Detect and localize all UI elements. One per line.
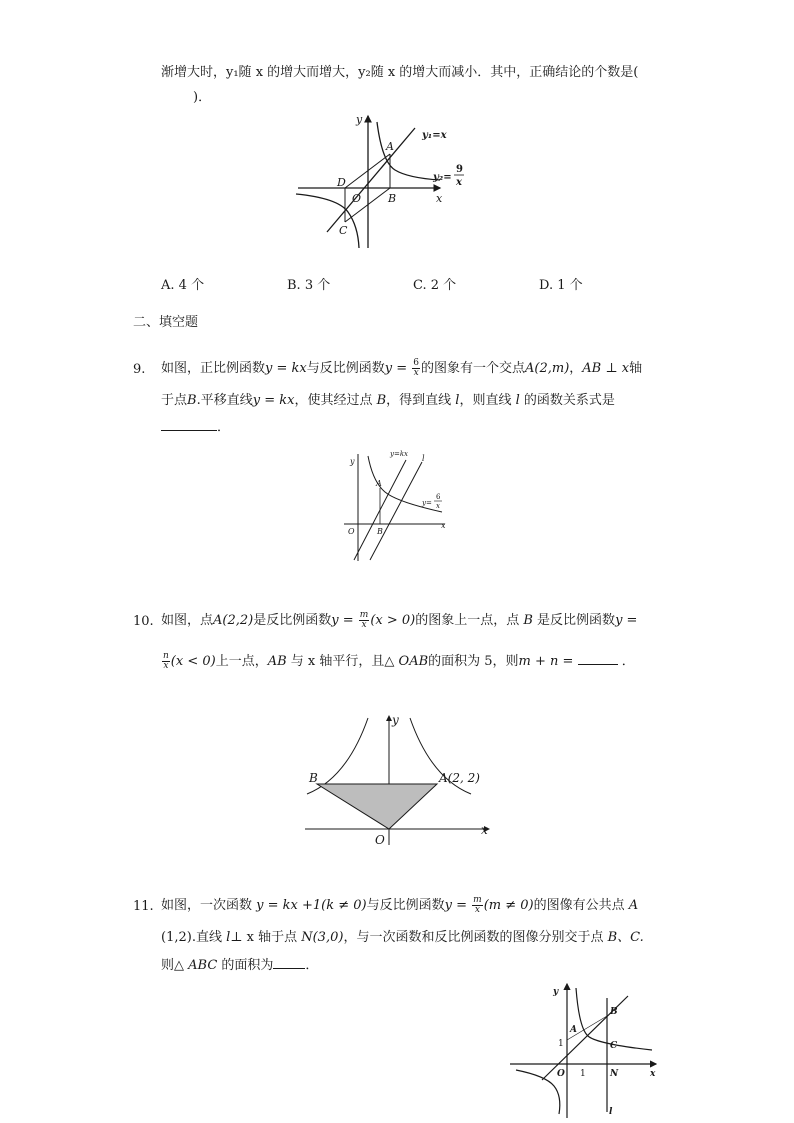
q11-line3: 则△ ABC 的面积为 ． <box>161 958 319 973</box>
q10-figure <box>295 710 495 850</box>
q9-pt-o: O <box>348 527 355 536</box>
q8-y-label: y <box>356 113 363 126</box>
q9-line3: ． <box>161 418 230 437</box>
q9-number: 9. <box>133 362 146 377</box>
q8-figure <box>290 110 490 250</box>
q11-line2: (1,2).直线 l⊥ x 轴于点 N(3,0)，与一次函数和反比例函数的图像分别交于点 B、C. <box>161 930 644 945</box>
q10-triangle-oab <box>317 784 437 829</box>
q9-label-frac-den: x <box>436 502 440 510</box>
q9-answer-blank[interactable] <box>161 418 217 431</box>
q8-option-d[interactable]: D. 1 个 <box>539 278 583 293</box>
q9-line2: 于点B.平移直线y = kx，使其经过点 B，得到直线 l，则直线 l 的函数关系式是 <box>161 393 615 408</box>
q11-tick-1x: 1 <box>580 1069 586 1079</box>
q8-label-y2: y₂= <box>433 172 452 183</box>
q9-pt-b: B <box>377 527 383 536</box>
q11-pt-c: C <box>610 1041 618 1051</box>
q9-y-label: y <box>350 457 355 466</box>
q10-number: 10. <box>133 614 154 629</box>
q8-option-b[interactable]: B. 3 个 <box>287 278 331 293</box>
q9-figure <box>340 446 455 566</box>
q8-pt-b: B <box>388 192 397 205</box>
q8-pt-a: A <box>386 140 394 153</box>
q10-answer-blank[interactable] <box>578 652 618 665</box>
q11-label-l: l <box>609 1107 613 1117</box>
section-title: 二、填空题 <box>133 315 199 330</box>
q8-label-frac-num: 9 <box>456 164 463 175</box>
q8-pt-o: O <box>352 192 362 205</box>
q10-line2: $\frac{n}{x}$ (x < 0)上一点，AB 与 x 轴平行，且△ OAB的面积为 5，则m + n = ． <box>163 651 635 671</box>
q8-pt-d: D <box>337 176 346 189</box>
q10-y-label: y <box>392 713 399 727</box>
q9-label-l: l <box>422 454 425 463</box>
q8-label-frac-den: x <box>456 177 462 188</box>
q8-x-label: x <box>436 192 443 205</box>
q8-text-line2: )． <box>193 90 212 105</box>
q11-line1: 如图，一次函数 y = kx +1(k ≠ 0)与反比例函数y = $\frac{m}{x}$ (m ≠ 0)的图像有公共点 A <box>161 895 639 915</box>
q8-option-c[interactable]: C. 2 个 <box>413 278 457 293</box>
q9-label-frac-num: 6 <box>436 493 441 501</box>
q8-curve-y2-left <box>296 192 362 248</box>
q8-label-y1: y₁=x <box>422 130 447 141</box>
q10-x-label: x <box>481 823 488 837</box>
q11-pt-n: N <box>610 1069 619 1079</box>
q11-pt-o: O <box>557 1069 565 1079</box>
q11-pt-b: B <box>610 1007 618 1017</box>
q11-tick-1y: 1 <box>558 1039 564 1049</box>
q8-pt-c: C <box>339 224 348 237</box>
q8-text-line1: 渐增大时，y₁随 x 的增大而增大，y₂随 x 的增大而减小．其中，正确结论的个数是( <box>161 65 639 80</box>
q9-label-kx: y=kx <box>390 450 409 458</box>
q8-option-a[interactable]: A. 4 个 <box>161 278 205 293</box>
q9-label-y6: y= <box>422 499 432 507</box>
q10-pt-o: O <box>375 833 385 847</box>
q11-number: 11. <box>133 899 154 914</box>
q9-pt-a: A <box>376 479 382 488</box>
q11-y-label: y <box>553 987 559 997</box>
q10-pt-b: B <box>309 771 318 785</box>
q9-line1: 如图，正比例函数y = kx与反比例函数y = $\frac{6}{x}$ 的图象有一个交点A(2,m)，AB ⊥ x轴 <box>161 358 643 378</box>
q10-pt-a: A(2, 2) <box>439 771 480 785</box>
q11-answer-blank[interactable] <box>273 956 305 969</box>
q10-line1: 如图，点A(2,2)是反比例函数y = $\frac{m}{x}$ (x > 0)的图象上一点，点 B 是反比例函数y = <box>161 610 638 630</box>
q11-x-label: x <box>650 1069 656 1079</box>
q11-pt-a: A <box>570 1025 577 1035</box>
q11-figure <box>506 980 666 1120</box>
q9-x-label: x <box>441 521 446 530</box>
